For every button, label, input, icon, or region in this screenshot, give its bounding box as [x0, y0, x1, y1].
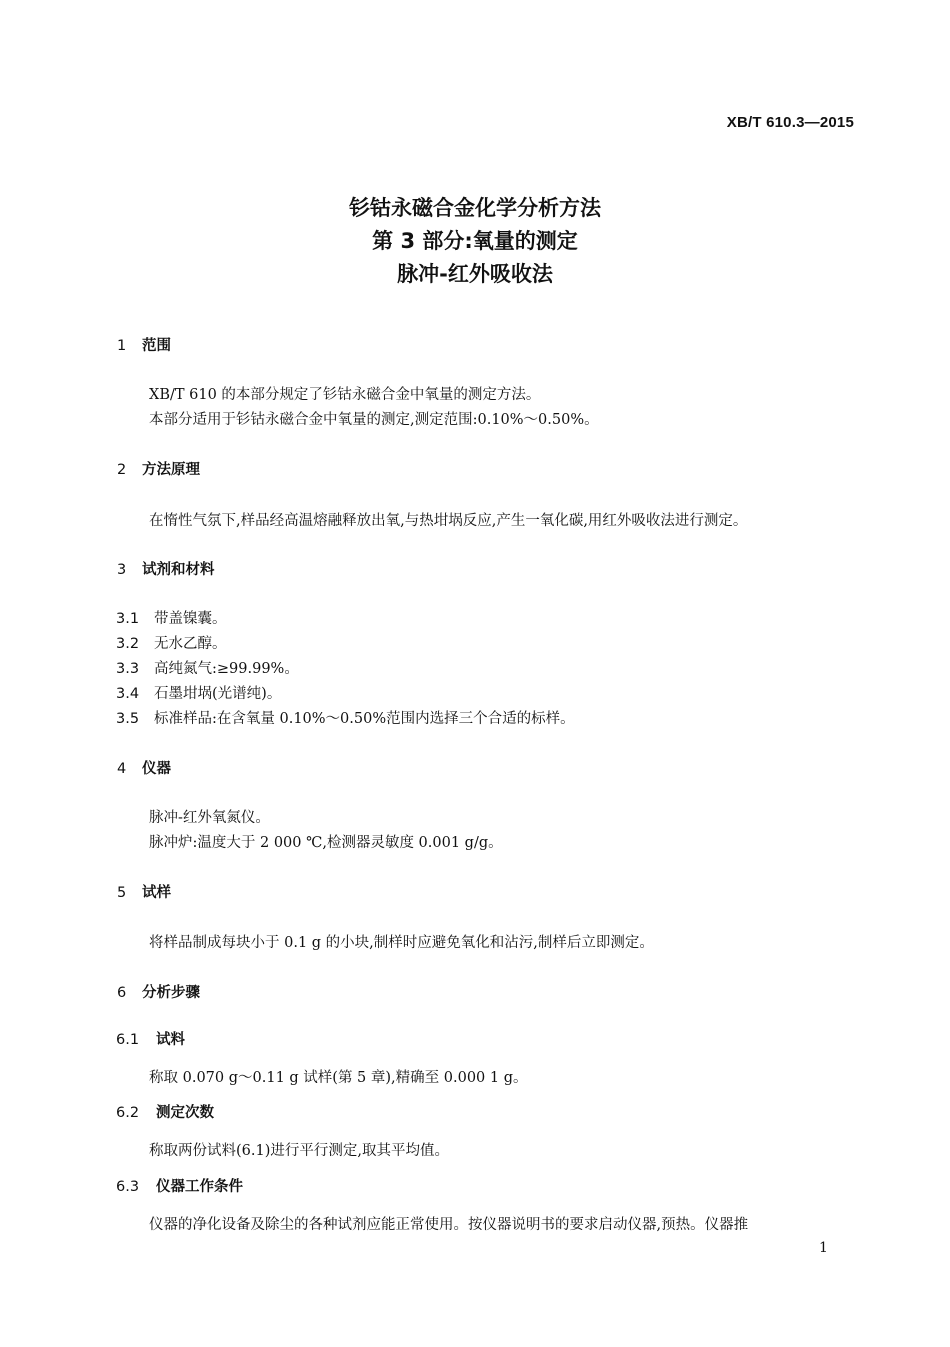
item-number: 3.3 — [116, 661, 140, 677]
document-title — [0, 192, 950, 291]
item-text: 带盖镍囊。 — [154, 611, 227, 627]
item-text: 高纯氮气:≥99.99%。 — [154, 661, 299, 677]
section-title: 仪器 — [142, 761, 171, 777]
standard-code: XB/T 610.3—2015 — [726, 114, 854, 131]
list-item — [116, 632, 227, 653]
list-item — [116, 682, 281, 703]
item-text: 石墨坩埚(光谱纯)。 — [154, 686, 282, 702]
section-title: 试样 — [142, 885, 171, 901]
paragraph: 称取两份试料(6.1)进行平行测定,取其平均值。 — [149, 1143, 449, 1159]
list-item — [116, 707, 575, 728]
title-line-1: 钐钴永磁合金化学分析方法 — [349, 196, 601, 220]
section-number: 4 — [117, 761, 127, 777]
paragraph: 本部分适用于钐钴永磁合金中氧量的测定,测定范围:0.10%～0.50%。 — [149, 412, 599, 428]
item-text: 标准样品:在含氧量 0.10%～0.50%范围内选择三个合适的标样。 — [154, 711, 575, 727]
section-number: 5 — [117, 885, 127, 901]
section-title: 分析步骤 — [142, 985, 200, 1001]
paragraph: 称取 0.070 g～0.11 g 试样(第 5 章),精确至 0.000 1 g。 — [149, 1070, 528, 1086]
section-number: 3 — [117, 562, 127, 578]
section-number: 2 — [117, 462, 127, 478]
paragraph: 脉冲-红外氧氮仪。 — [149, 810, 270, 826]
list-item — [116, 657, 299, 678]
subsection-title: 仪器工作条件 — [156, 1179, 243, 1195]
section-2-heading — [117, 458, 200, 479]
section-number: 1 — [117, 338, 127, 354]
title-line-2: 第 3 部分:氧量的测定 — [372, 229, 578, 253]
section-1-heading — [117, 334, 171, 355]
subsection-title: 试料 — [156, 1032, 185, 1048]
section-5-heading — [117, 881, 171, 902]
subsection-title: 测定次数 — [156, 1105, 214, 1121]
paragraph: 将样品制成每块小于 0.1 g 的小块,制样时应避免氧化和沾污,制样后立即测定。 — [149, 935, 654, 951]
subsection-number: 6.2 — [116, 1105, 140, 1121]
section-title: 方法原理 — [142, 462, 200, 478]
section-4-heading — [117, 757, 171, 778]
paragraph: 在惰性气氛下,样品经高温熔融释放出氧,与热坩埚反应,产生一氧化碳,用红外吸收法进行测定。 — [149, 513, 748, 529]
subsection-number: 6.1 — [116, 1032, 140, 1048]
paragraph: 脉冲炉:温度大于 2 000 ℃,检测器灵敏度 0.001 g/g。 — [149, 835, 503, 851]
section-title: 试剂和材料 — [142, 562, 215, 578]
section-6-heading — [117, 981, 200, 1002]
section-3-heading — [117, 558, 215, 579]
paragraph: 仪器的净化设备及除尘的各种试剂应能正常使用。按仪器说明书的要求启动仪器,预热。仪器推 — [149, 1217, 749, 1233]
page-number: 1 — [819, 1240, 828, 1256]
subsection-6-2-heading — [116, 1101, 214, 1122]
title-line-3: 脉冲-红外吸收法 — [397, 262, 553, 286]
item-number: 3.4 — [116, 686, 140, 702]
subsection-number: 6.3 — [116, 1179, 140, 1195]
item-number: 3.2 — [116, 636, 140, 652]
subsection-6-1-heading — [116, 1028, 185, 1049]
section-title: 范围 — [142, 338, 171, 354]
subsection-6-3-heading — [116, 1175, 243, 1196]
paragraph: XB/T 610 的本部分规定了钐钴永磁合金中氧量的测定方法。 — [149, 387, 541, 403]
item-text: 无水乙醇。 — [154, 636, 227, 652]
item-number: 3.1 — [116, 611, 140, 627]
item-number: 3.5 — [116, 711, 140, 727]
list-item — [116, 607, 227, 628]
section-number: 6 — [117, 985, 127, 1001]
